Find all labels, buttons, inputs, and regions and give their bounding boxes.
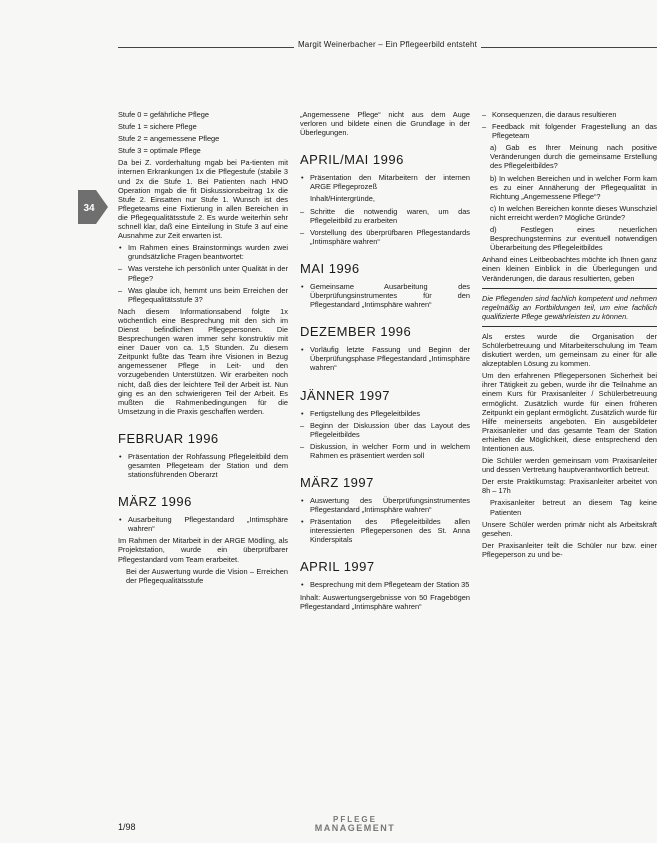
paragraph: Anhand eines Leitbeobachtes möchte ich Ihnen ganz einen kleinen Einblick in die Überlegungen und Veränderungen, die daraus resultierten, geben xyxy=(482,255,657,283)
bullet-list xyxy=(118,452,288,479)
bullet-list xyxy=(300,409,470,460)
list-item: • Präsentation den Mitarbeitern der internen ARGE Pflegeprozeß xyxy=(300,173,470,191)
paragraph: Inhalt: Auswertungsergebnisse von 50 Fragebögen Pflegestandard „Intimsphäre wahren“ xyxy=(300,592,470,611)
bullet-list xyxy=(300,282,470,309)
paragraph: Die Schüler werden gemeinsam vom Praxisanleiter und dessen Vertretung hauptverantwortlich betreut. xyxy=(482,456,657,475)
list-item: • Besprechung mit dem Pflegeteam der Station 35 xyxy=(300,580,470,589)
list-item: – Vorstellung des überprüfbaren Pflegestandards „Intimsphäre wahren“ xyxy=(300,228,470,246)
running-header xyxy=(118,40,657,49)
bullet-list xyxy=(300,580,470,589)
bullet-list xyxy=(482,110,657,140)
logo-line-2: MANAGEMENT xyxy=(314,823,396,833)
paragraph: Bei der Auswertung wurde die Vision – Erreichen der Pflegequalitätsstufe xyxy=(126,566,288,585)
list-item: • Ausarbeitung Pflegestandard „Intimsphäre wahren“ xyxy=(118,515,288,533)
section-heading: MAI 1996 xyxy=(300,260,360,276)
paragraph: Der Praxisanleiter teilt die Schüler nur bzw. einer Pflegeperson zu und be- xyxy=(482,540,657,559)
list-item: • Im Rahmen eines Brainstormings wurden zwei grundsätzliche Fragen beantwortet: xyxy=(118,243,288,261)
list-item: • Präsentation der Rohfassung Pflegeleitbild dem gesamten Pflegeteam der Station und dem stationsführenden Oberarzt xyxy=(118,452,288,479)
running-header-text: Margit Weinerbacher – Ein Pflegeerbild entsteht xyxy=(294,40,481,49)
pull-quote: Die Pflegenden sind fachlich kompetent und nehmen regelmäßig an Fortbildungen teil, um eine fachlich qualifizierte Pflege gewährleisten zu können. xyxy=(482,293,657,321)
bullet-list xyxy=(118,515,288,533)
question: d) Festlegen eines neuerlichen Besprechungstermins zur eventuell notwendigen Überarbeitung des Pflegeleitbildes xyxy=(490,225,657,253)
paragraph: Um den erfahrenen Pflegepersonen Sicherheit bei ihrer Tätigkeit zu geben, wurde ihr die Teilnahme an einem Kurs für Praxisanleiter / Schülerbetreuung ermöglicht. Zusätzlich wurde für einen früheren Zeitpunkt ein geplant ermöglicht. Zusätzlich wurde für Hilfe meinerseits angeboten. Ein ausgebildeter Praxisanleiter und das gesamte Team der Station erhielten die Möglichkeit, diese entsprechend den Intentionen aus. xyxy=(482,371,657,453)
bullet-list xyxy=(300,496,470,544)
level-1: Stufe 1 = sichere Pflege xyxy=(118,122,197,132)
list-item: • Auswertung des Überprüfungsinstrumentes Pflegestandard „Intimsphäre wahren“ xyxy=(300,496,470,514)
list-item: Inhalt/Hintergründe, xyxy=(310,194,375,204)
list-item: • Fertigstellung des Pflegeleitbildes xyxy=(300,409,470,418)
bullet-list xyxy=(300,173,470,246)
paragraph: Da bei Z. vorderhaltung mgab bei Pa-tienten mit internen Erkrankungen 1x die Pflegestufe (stabile 3 und 2x die Stufe 1. Bei Patienten nach HNO Operation mgab die fit Diskussionsbeitrag 1x die Stufe 2. Einsatten nur Stufe 1. Wunsch ist des Pflegeteams eine Fixtierung in allen Bereichen in die Pflegequalitätsstufe 2. Es wurde weiterhin sehr schnell klar, daß eine Einteilung in Stufe 3 auf eine Ausnahme zur Zeit erwarten ist. xyxy=(118,158,288,241)
list-item: – Diskussion, in welcher Form und in welchem Rahmen es präsentiert werden soll xyxy=(300,442,470,460)
paragraph: Praxisanleiter betreut an diesem Tag keine Patienten xyxy=(490,498,657,517)
section-heading: MÄRZ 1997 xyxy=(300,474,374,490)
quote-rule-bottom xyxy=(482,326,657,327)
section-heading: DEZEMBER 1996 xyxy=(300,324,412,340)
page-badge-arrow-icon xyxy=(78,190,108,224)
question: a) Gab es Ihrer Meinung nach positive Veränderungen durch die gemeinsame Erstellung des Pflegeleitbildes? xyxy=(490,143,657,171)
section-heading: APRIL 1997 xyxy=(300,559,375,575)
paragraph: „Angemessene Pflege“ nicht aus dem Auge verloren und bildete einen die Grundlage in der Überlegungen. xyxy=(300,110,470,138)
list-item: – Was glaube ich, hemmt uns beim Erreichen der Pflegequalitätsstufe 3? xyxy=(118,286,288,304)
list-item: • Vorläufig letzte Fassung und Beginn der Überprüfungsphase Pflegestandard „Intimsphäre wahren“ xyxy=(300,345,470,372)
level-3: Stufe 3 = optimale Pflege xyxy=(118,146,201,156)
section-heading: FEBRUAR 1996 xyxy=(118,430,219,446)
list-item: – Was verstehe ich persönlich unter Qualität in der Pflege? xyxy=(118,264,288,282)
level-2: Stufe 2 = angemessene Pflege xyxy=(118,134,220,144)
list-item: – Feedback mit folgender Fragestellung an das Pflegeteam xyxy=(482,122,657,140)
paragraph: Unsere Schüler werden primär nicht als Arbeitskraft gesehen. xyxy=(482,519,657,538)
level-0: Stufe 0 = gefährliche Pflege xyxy=(118,110,210,119)
page-number: 1/98 xyxy=(118,822,136,832)
list-item: – Schritte die notwendig waren, um das Pflegeleitbild zu erarbeiten xyxy=(300,207,470,225)
question: b) In welchen Bereichen und in welcher Form kam es zu einer Annäherung der Pflegequalität in Richtung „Angemessene Pflege“? xyxy=(490,173,657,201)
column-3 xyxy=(482,110,657,562)
column-2 xyxy=(300,110,470,614)
paragraph: Im Rahmen der Mitarbeit in der ARGE Mödling, als Projektstation, wurde ein überprüfbarer Pflegestandard vom Team erarbeitet. xyxy=(118,536,288,564)
logo-line-1: PFLEGE xyxy=(332,815,377,824)
paragraph: Der erste Praktikumstag: Praxisanleiter arbeitet von 8h – 17h xyxy=(482,477,657,496)
quote-rule-top xyxy=(482,288,657,289)
bullet-list xyxy=(300,345,470,372)
section-heading: APRIL/MAI 1996 xyxy=(300,152,404,168)
question: c) In welchen Bereichen konnte dieses Wunschziel nicht erreicht werden? Mögliche Gründe? xyxy=(490,203,657,222)
list-item: – Konsequenzen, die daraus resultieren xyxy=(482,110,657,119)
list-item: – Beginn der Diskussion über das Layout des Pflegeleitbildes xyxy=(300,421,470,439)
paragraph: Als erstes wurde die Organisation der Schülerbetreuung und Mitarbeiterschulung im Team diskutiert werden, um gemeinsam zu einer für alle akzeptablen Lösung zu kommen. xyxy=(482,331,657,369)
list-item: • Gemeinsame Ausarbeitung des Überprüfungsinstrumentes für den Pflegestandard „Intimsphäre wahren“ xyxy=(300,282,470,309)
section-heading: MÄRZ 1996 xyxy=(118,494,192,510)
magazine-logo xyxy=(300,815,410,833)
bullet-list xyxy=(118,243,288,304)
paragraph: Nach diesem Informationsabend folgte 1x wöchentlich eine Besprechung mit den sich im Dienst befindlichen Pflegepersonen. Die Besprechungen waren immer sehr konstruktiv mit einer Dauer von ca. 1,5 Stunden. Zu diesem Zeitpunkt fußte das Team ihre Visionen in Bezug angemessener Pflege in Leit- und den vorzugebenden Unterstützen. Wir erarbeiten noch nicht, daß dies der leichtere Teil der Arbeit ist. Nun ging es an den schwierigeren Teil der Arbeit. Es mußten die Rahmenbedingungen für die Umsetzung in die Praxis geschaffen werden. xyxy=(118,306,288,416)
page-badge-text: 34 xyxy=(83,203,95,214)
section-heading: JÄNNER 1997 xyxy=(300,387,391,403)
list-item: • Präsentation des Pflegeleitbildes allen interessierten Pflegepersonen des St. Anna Kinderspitals xyxy=(300,517,470,544)
column-1 xyxy=(118,110,288,588)
